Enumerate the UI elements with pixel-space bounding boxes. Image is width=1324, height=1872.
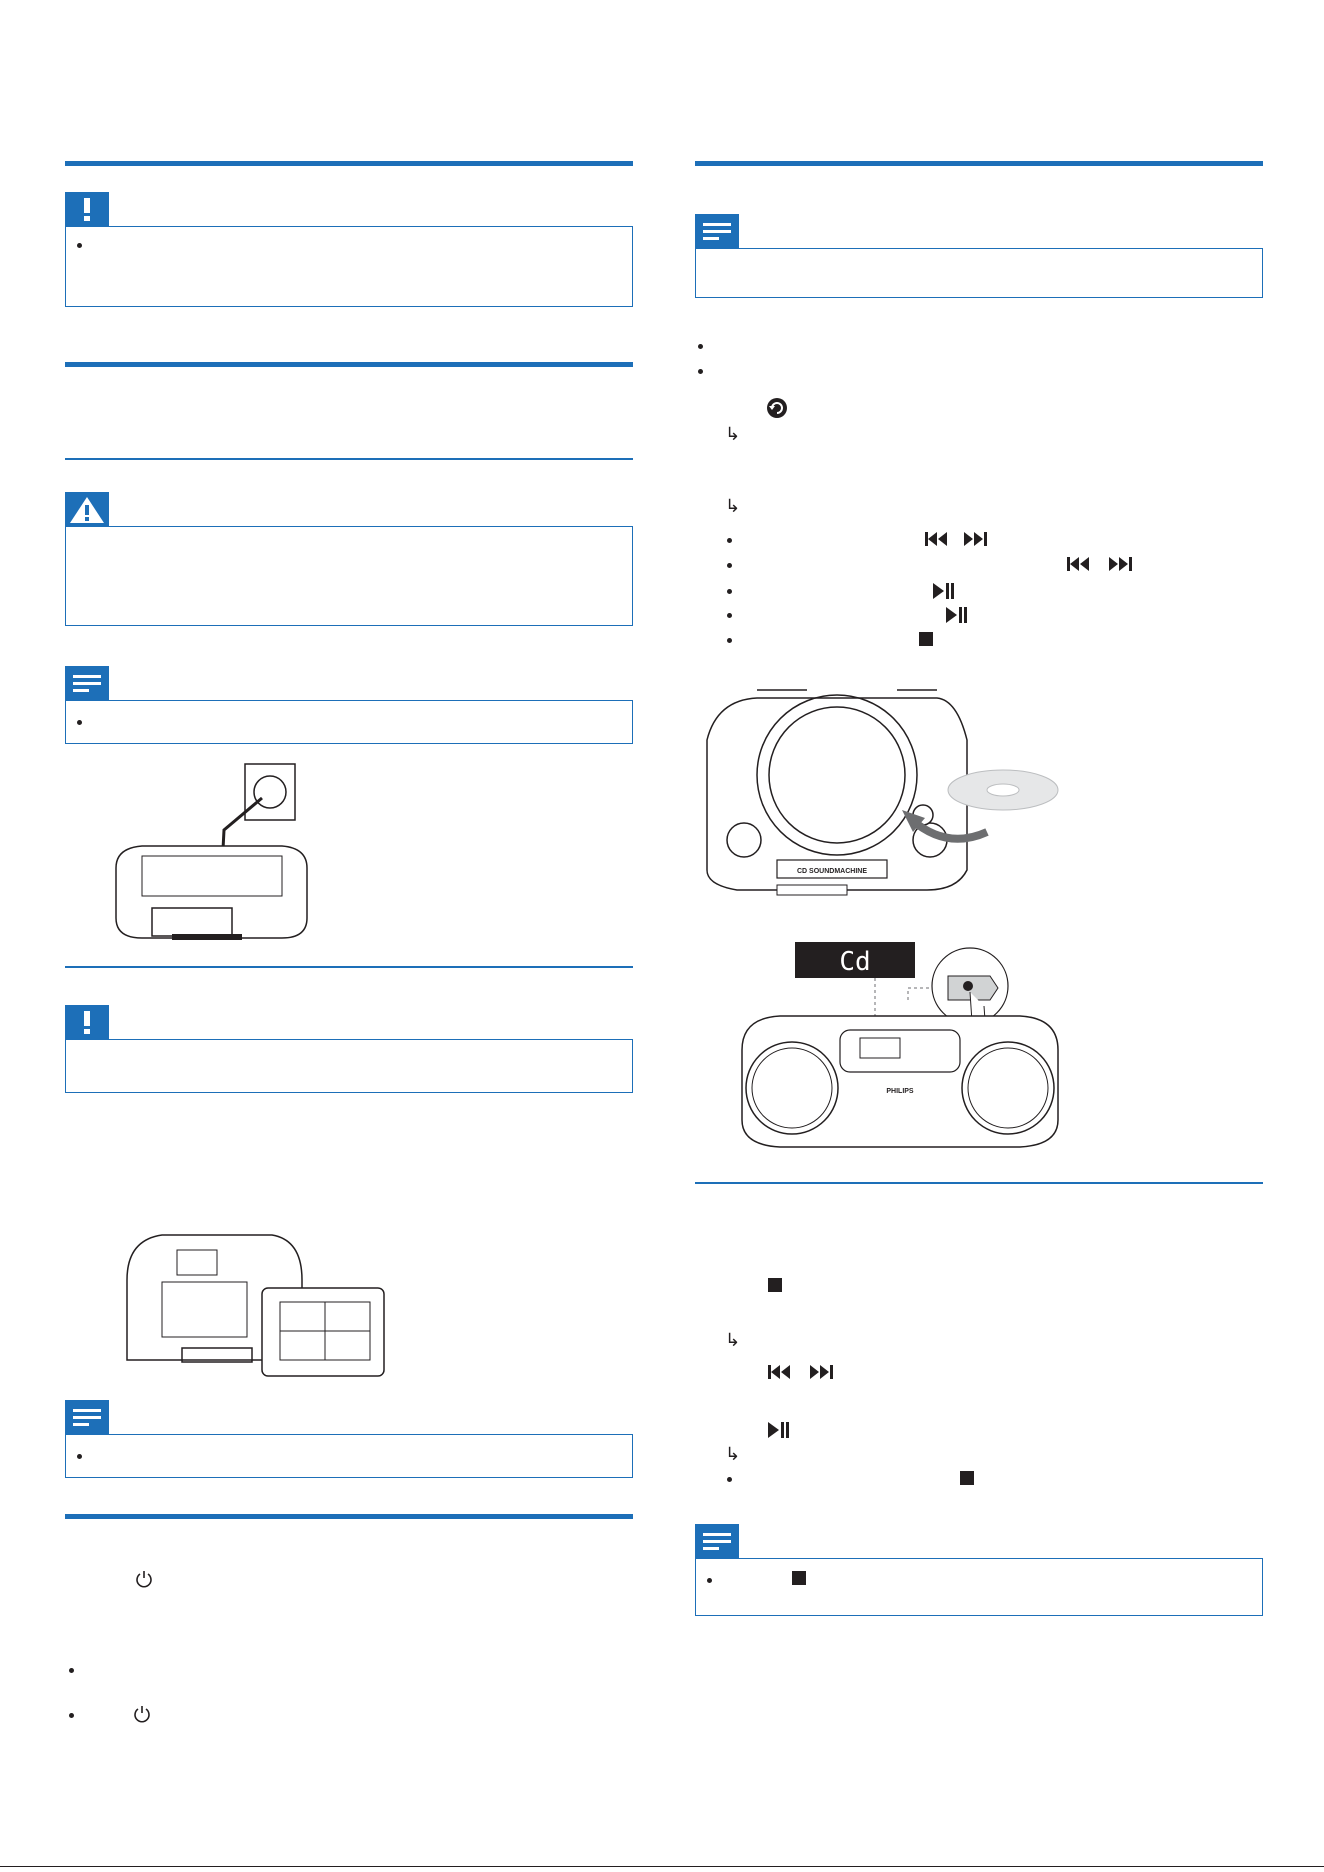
next-track-icon [1109, 557, 1133, 571]
list-bullet [727, 613, 732, 618]
note-lines-icon [695, 214, 739, 248]
section-rule-top-right [695, 161, 1263, 166]
caution-box [65, 226, 633, 307]
stop-icon [960, 1471, 974, 1485]
note-box-play-disc [695, 248, 1263, 298]
subsection-rule-battery [65, 966, 633, 968]
caution-icon-tag [65, 192, 109, 226]
exclamation-icon [65, 1005, 109, 1039]
list-bullet [698, 369, 703, 374]
ac-power-illustration [112, 758, 312, 948]
note-icon-tag-3 [695, 214, 739, 248]
result-arrow-icon: ↳ [725, 1444, 741, 1465]
list-bullet [77, 720, 82, 725]
section-rule-power [65, 362, 633, 367]
power-icon [134, 1705, 150, 1723]
list-bullet [727, 1477, 732, 1482]
warning-icon-tag [65, 492, 109, 526]
note-lines-icon [695, 1524, 739, 1558]
stop-icon [768, 1278, 782, 1292]
display-text: Cd [839, 947, 871, 977]
note-icon-tag-4 [695, 1524, 739, 1558]
previous-track-icon [768, 1365, 792, 1379]
next-track-icon [964, 532, 988, 546]
subsection-rule-ac [65, 458, 633, 460]
next-track-icon [810, 1365, 834, 1379]
list-bullet [707, 1578, 712, 1583]
result-arrow-icon: ↳ [725, 424, 741, 445]
play-pause-icon [946, 607, 968, 623]
warning-triangle-icon [65, 492, 109, 526]
stop-icon [792, 1571, 806, 1585]
list-bullet [727, 638, 732, 643]
note-box-program [695, 1558, 1263, 1616]
exclamation-icon [65, 192, 109, 226]
previous-track-icon [925, 532, 949, 546]
note-lines-icon [65, 1400, 109, 1434]
result-arrow-icon: ↳ [725, 1330, 741, 1351]
note-box-ac [65, 700, 633, 744]
warning-box [65, 526, 633, 626]
note-box-battery [65, 1434, 633, 1478]
list-bullet [727, 589, 732, 594]
note-icon-tag-2 [65, 1400, 109, 1434]
list-bullet [69, 1668, 74, 1673]
section-rule-top-left [65, 161, 633, 166]
result-arrow-icon: ↳ [725, 496, 741, 517]
section-rule-turn-on [65, 1514, 633, 1519]
note-lines-icon [65, 666, 109, 700]
note-icon-tag [65, 666, 109, 700]
battery-caution-box [65, 1039, 633, 1093]
list-bullet [69, 1713, 74, 1718]
brand-label: PHILIPS [886, 1088, 914, 1095]
play-pause-icon [933, 583, 955, 599]
previous-track-icon [1067, 557, 1091, 571]
list-bullet [77, 243, 82, 248]
battery-compartment-illustration [122, 1220, 392, 1380]
list-bullet [698, 344, 703, 349]
list-bullet [727, 538, 732, 543]
device-label: CD SOUNDMACHINE [797, 868, 867, 875]
subsection-rule-program [695, 1182, 1263, 1184]
caution-icon-tag-2 [65, 1005, 109, 1039]
source-cd-icon [766, 397, 788, 419]
list-bullet [727, 563, 732, 568]
cd-loading-illustration [697, 680, 1097, 900]
source-display-illustration [740, 940, 1060, 1160]
stop-icon [919, 632, 933, 646]
play-pause-icon [768, 1422, 790, 1438]
power-icon [136, 1570, 152, 1588]
list-bullet [77, 1454, 82, 1459]
footer-rule [0, 1866, 1324, 1867]
